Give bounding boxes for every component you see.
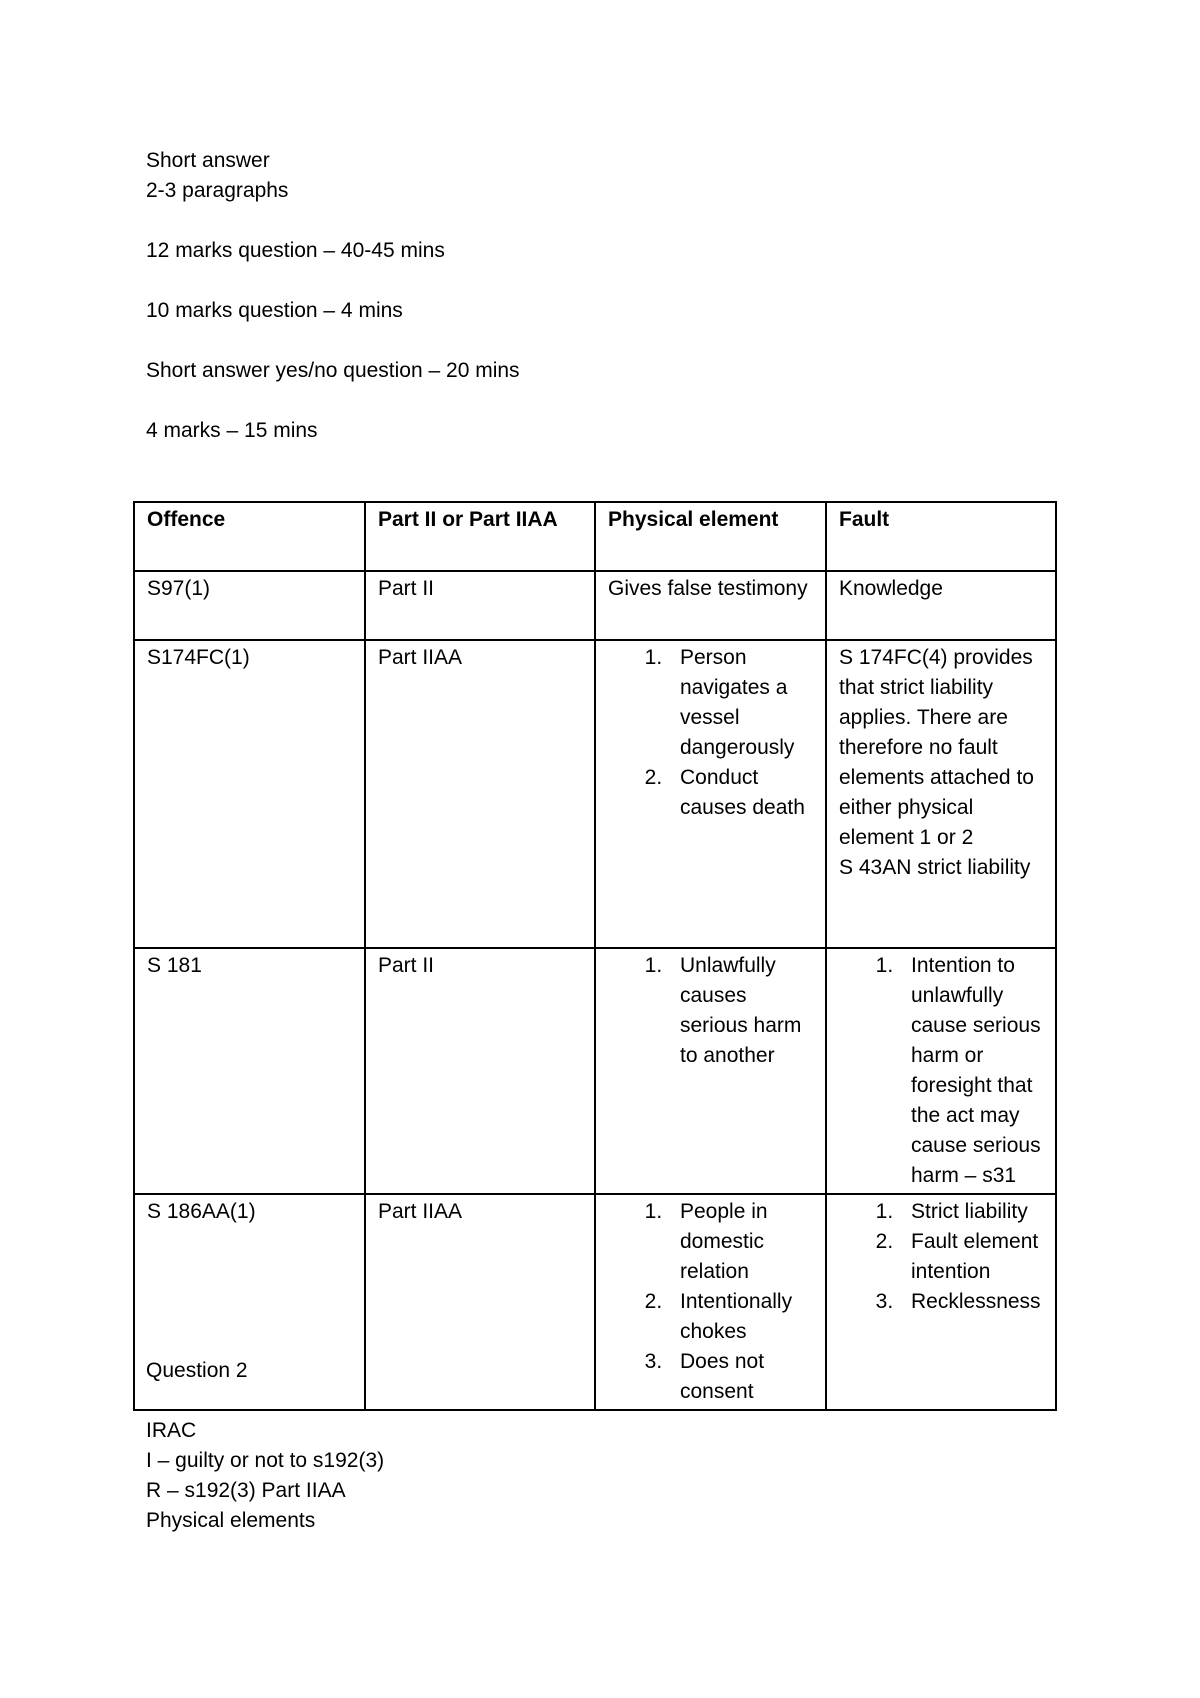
header-cell-part: Part II or Part IIAA	[365, 502, 595, 571]
table-row	[134, 640, 1056, 948]
list-item: 3. Recklessness	[899, 1287, 1043, 1317]
notes-line: Physical elements	[146, 1509, 316, 1532]
fault-cell	[826, 948, 1056, 1194]
list-item: 1. Person navigates a vessel dangerously	[668, 643, 813, 763]
header-cell-offence: Offence	[134, 502, 365, 571]
intro-line: 2-3 paragraphs	[146, 179, 289, 202]
notes-line: R – s192(3) Part IIAA	[146, 1479, 346, 1502]
intro-notes	[146, 146, 1046, 446]
question-notes	[146, 1356, 1046, 1536]
intro-line: Short answer yes/no question – 20 mins	[146, 359, 520, 382]
list-item: 1. Strict liability	[899, 1197, 1043, 1227]
offences-table	[133, 501, 1057, 1411]
fault-text-extra: S 43AN strict liability	[839, 856, 1031, 879]
fault-cell	[826, 640, 1056, 948]
list-item: 1. Unlawfully causes serious harm to another	[668, 951, 813, 1071]
offence-cell: S 186AA(1)	[134, 1194, 365, 1410]
physical-element-list	[608, 643, 813, 823]
intro-line: Short answer	[146, 149, 270, 172]
part-cell: Part IIAA	[365, 1194, 595, 1410]
question-heading: Question 2	[146, 1359, 248, 1382]
notes-line: IRAC	[146, 1419, 197, 1442]
part-cell: Part II	[365, 948, 595, 1194]
physical-element-cell: Gives false testimony	[595, 571, 826, 640]
intro-line: 10 marks question – 4 mins	[146, 299, 403, 322]
table-row	[134, 948, 1056, 1194]
fault-cell: Knowledge	[826, 571, 1056, 640]
intro-line: 12 marks question – 40-45 mins	[146, 239, 445, 262]
table-row	[134, 571, 1056, 640]
fault-text: S 174FC(4) provides that strict liability applies. There are therefore no fault elements attached to either physical element 1 or 2	[839, 646, 1034, 849]
intro-line: 4 marks – 15 mins	[146, 419, 318, 442]
fault-list	[839, 1197, 1043, 1317]
fault-list	[839, 951, 1043, 1191]
list-item: 3. Does not consent	[668, 1347, 813, 1407]
list-item: 2. Conduct causes death	[668, 763, 813, 823]
list-item: 1. People in domestic relation	[668, 1197, 813, 1287]
notes-line: I – guilty or not to s192(3)	[146, 1449, 385, 1472]
header-cell-fault: Fault	[826, 502, 1056, 571]
list-item: 2. Intentionally chokes	[668, 1287, 813, 1347]
part-cell: Part IIAA	[365, 640, 595, 948]
offence-cell: S97(1)	[134, 571, 365, 640]
offence-cell: S 181	[134, 948, 365, 1194]
list-item: 1. Intention to unlawfully cause serious harm or foresight that the act may cause serious harm – s31	[899, 951, 1043, 1191]
physical-element-list	[608, 951, 813, 1071]
header-cell-physical-element: Physical element	[595, 502, 826, 571]
offence-cell: S174FC(1)	[134, 640, 365, 948]
part-cell: Part II	[365, 571, 595, 640]
physical-element-cell	[595, 948, 826, 1194]
physical-element-cell	[595, 640, 826, 948]
table-header-row	[134, 502, 1056, 571]
list-item: 2. Fault element intention	[899, 1227, 1043, 1287]
